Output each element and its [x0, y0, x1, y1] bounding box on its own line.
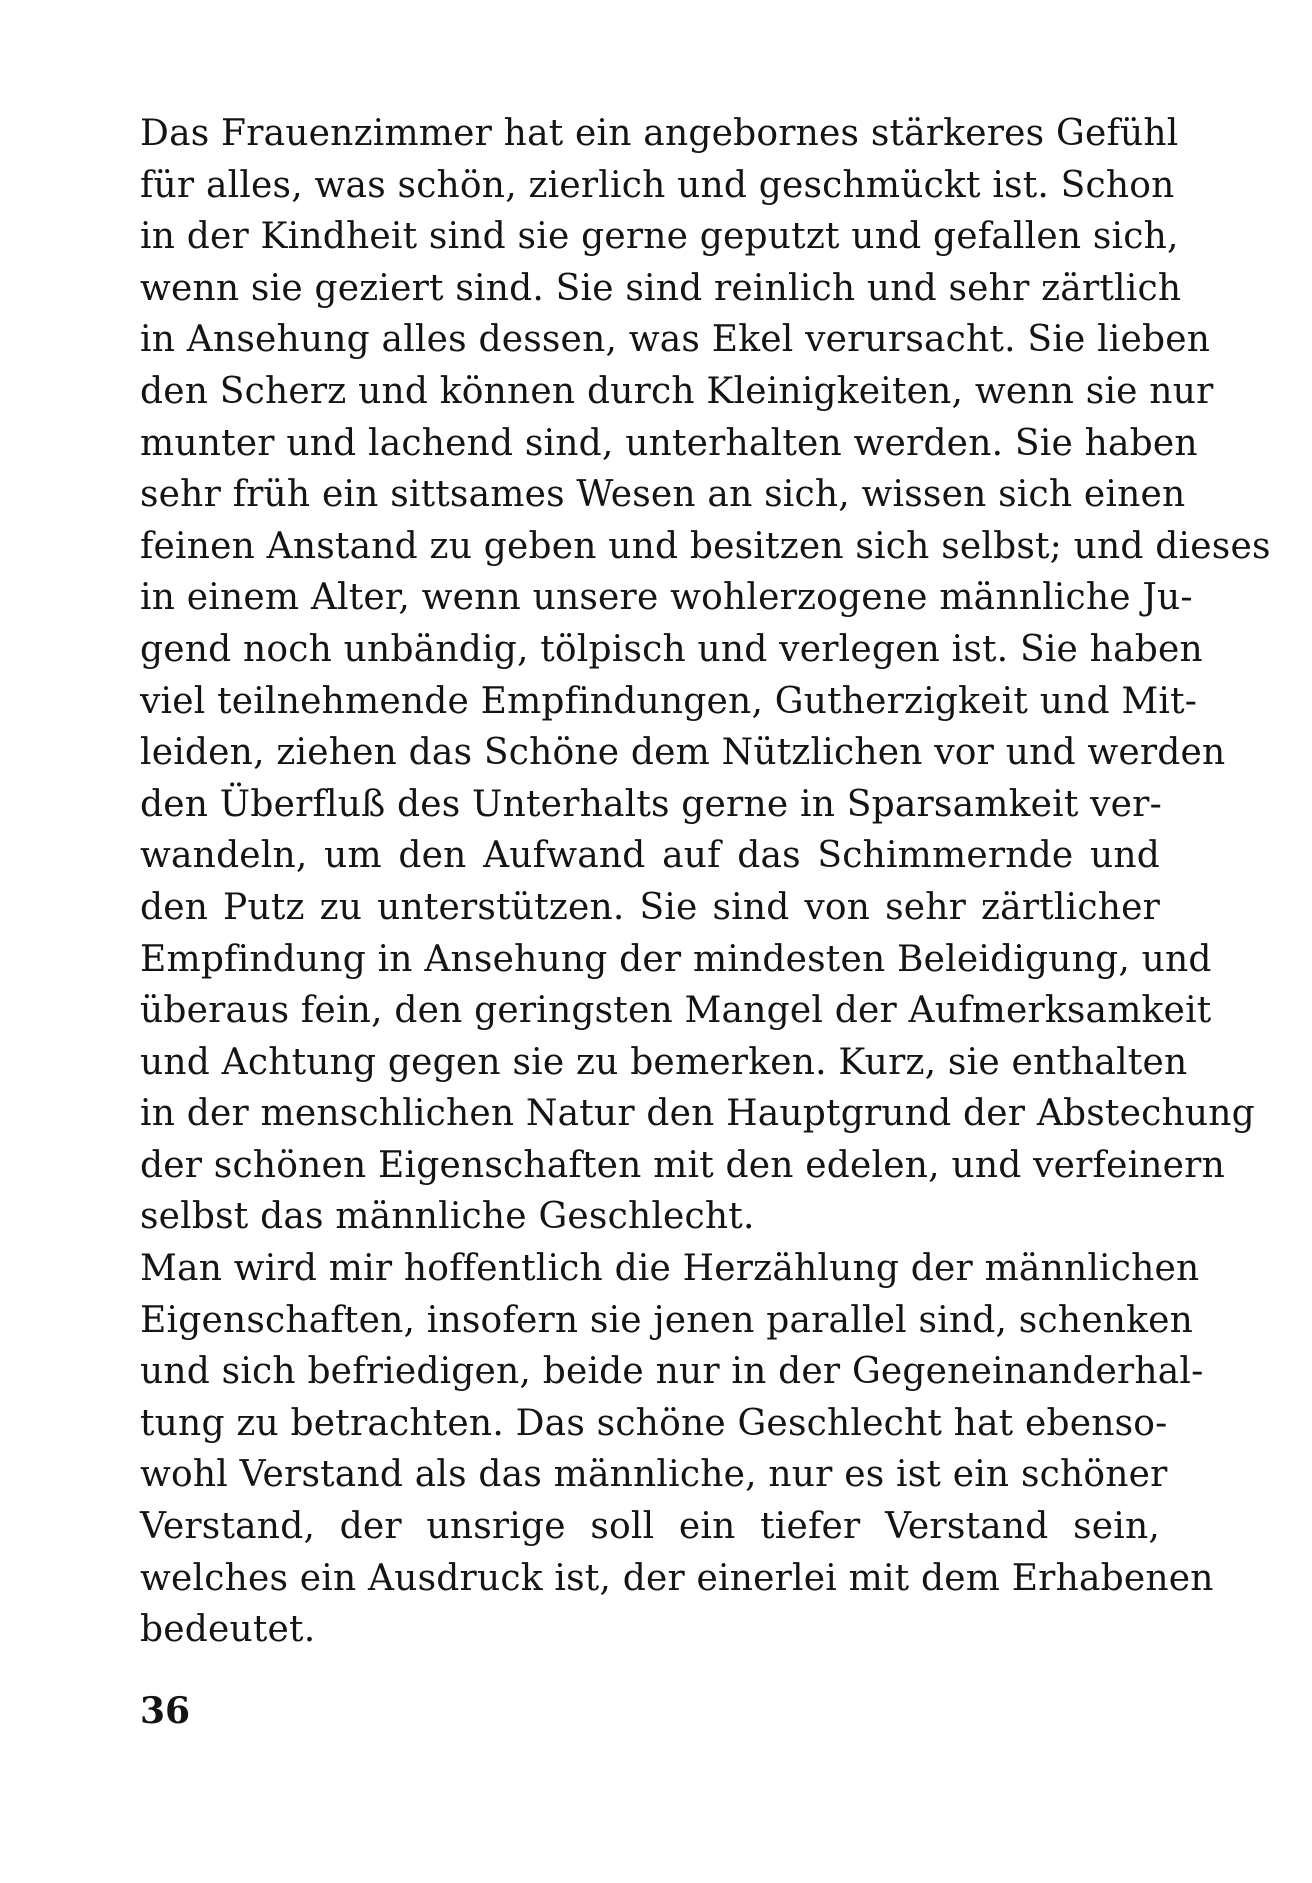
text-line: Eigenschaften, insofern sie jenen parallel sind, schenken	[140, 1299, 1194, 1341]
text-line: bedeutet.	[140, 1609, 316, 1651]
paragraph-1	[140, 108, 1271, 1243]
text-line: wohl Verstand als das männliche, nur es ist ein schöner	[140, 1454, 1168, 1496]
text-line: leiden, ziehen das Schöne dem Nützlichen vor und werden	[140, 732, 1226, 774]
text-line: und Achtung gegen sie zu bemerken. Kurz, sie enthalten	[140, 1041, 1188, 1083]
text-line: tung zu betrachten. Das schöne Geschlecht hat ebenso-	[140, 1402, 1168, 1444]
text-line: feinen Anstand zu geben und besitzen sich selbst; und dieses	[140, 525, 1271, 567]
page-number: 36	[140, 1690, 191, 1732]
text-line: in einem Alter, wenn unsere wohlerzogene männliche Ju-	[140, 577, 1193, 619]
text-line: für alles, was schön, zierlich und geschmückt ist. Schon	[140, 164, 1175, 206]
text-line: selbst das männliche Geschlecht.	[140, 1196, 755, 1238]
text-line: Das Frauenzimmer hat ein angebornes stärkeres Gefühl	[140, 113, 1179, 154]
text-line: den Putz zu unterstützen. Sie sind von sehr zärtlicher	[140, 886, 1160, 928]
text-line: gend noch unbändig, tölpisch und verlegen ist. Sie haben	[140, 628, 1203, 670]
text-line: wandeln, um den Aufwand auf das Schimmernde und	[140, 835, 1160, 877]
text-line: den Überfluß des Unterhalts gerne in Sparsamkeit ver-	[140, 783, 1162, 825]
text-line: überaus fein, den geringsten Mangel der Aufmerksamkeit	[140, 990, 1212, 1032]
text-line: und sich befriedigen, beide nur in der Gegeneinanderhal-	[140, 1351, 1204, 1393]
text-line: den Scherz und können durch Kleinigkeiten, wenn sie nur	[140, 370, 1214, 412]
text-line: munter und lachend sind, unterhalten werden. Sie haben	[140, 422, 1198, 464]
text-line: sehr früh ein sittsames Wesen an sich, wissen sich einen	[140, 474, 1186, 516]
text-line: wenn sie geziert sind. Sie sind reinlich und sehr zärtlich	[140, 267, 1182, 309]
text-line: Man wird mir hoffentlich die Herzählung der männlichen	[140, 1248, 1200, 1290]
text-line: in der menschlichen Natur den Hauptgrund der Abstechung	[140, 1093, 1255, 1135]
text-line: in Ansehung alles dessen, was Ekel verursacht. Sie lieben	[140, 319, 1211, 361]
text-line: in der Kindheit sind sie gerne geputzt und gefallen sich,	[140, 216, 1179, 258]
text-line: viel teilnehmende Empfindungen, Gutherzigkeit und Mit-	[140, 680, 1198, 722]
text-line: der schönen Eigenschaften mit den edelen, und verfeinern	[140, 1144, 1225, 1186]
paragraph-2	[140, 1243, 1214, 1656]
text-line: Verstand, der unsrige soll ein tiefer Verstand sein,	[140, 1506, 1160, 1548]
body-text	[140, 108, 1271, 1656]
text-line: welches ein Ausdruck ist, der einerlei mit dem Erhabenen	[140, 1557, 1214, 1599]
text-line: Empfindung in Ansehung der mindesten Beleidigung, und	[140, 938, 1212, 980]
